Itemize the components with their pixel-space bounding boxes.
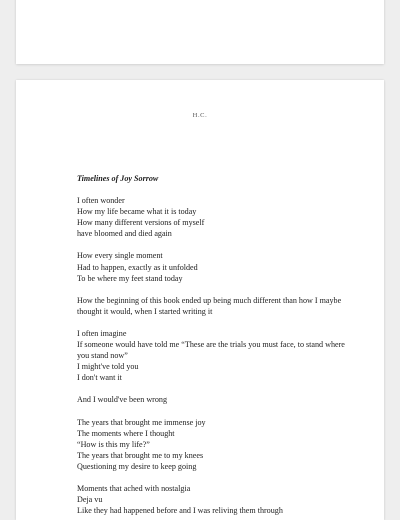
stanza: [77, 195, 357, 239]
current-page: [16, 80, 384, 520]
poem-line: If someone would have told me “These are the trials you must face, to stand where you stand now”: [77, 340, 345, 361]
poem-line: And I would've been wrong: [77, 395, 168, 405]
page-header: H.C.: [192, 112, 208, 119]
poem-title: Timelines of Joy Sorrow: [77, 174, 159, 183]
stanza: [77, 417, 357, 472]
stanza: [77, 394, 357, 405]
poem-line: Questioning my desire to keep going: [77, 461, 197, 471]
poem-line: I don't want it: [77, 373, 122, 383]
stanza: [77, 250, 357, 283]
poem-line: “How is this my life?”: [77, 439, 150, 449]
poem-line: I might've told you: [77, 362, 139, 372]
poem-line: How the beginning of this book ended up being much different than how I maybe thought it would, when I started writing it: [77, 295, 342, 316]
poem-line: have bloomed and died again: [77, 229, 172, 239]
poem-line: I often imagine: [77, 328, 127, 338]
poem-line: Moments that ached with nostalgia: [77, 483, 191, 493]
poem-line: How many different versions of myself: [77, 218, 205, 228]
previous-page: [16, 0, 384, 64]
poem-line: I often wonder: [77, 196, 125, 206]
poem-line: How every single moment: [77, 251, 163, 261]
poem-line: Had to happen, exactly as it unfolded: [77, 262, 198, 272]
poem-line: The years that brought me immense joy: [77, 417, 206, 427]
poem-line: Deja vu: [77, 495, 103, 505]
stanza: [77, 328, 357, 383]
page-content: [77, 173, 357, 520]
stanza: [77, 295, 357, 317]
poem-line: The years that brought me to my knees: [77, 450, 204, 460]
poem-line: Like they had happened before and I was reliving them through: [77, 506, 283, 516]
poem-line: How my life became what it is today: [77, 207, 197, 217]
poem-line: To be where my feet stand today: [77, 273, 183, 283]
poem-line: The moments where I thought: [77, 428, 175, 438]
